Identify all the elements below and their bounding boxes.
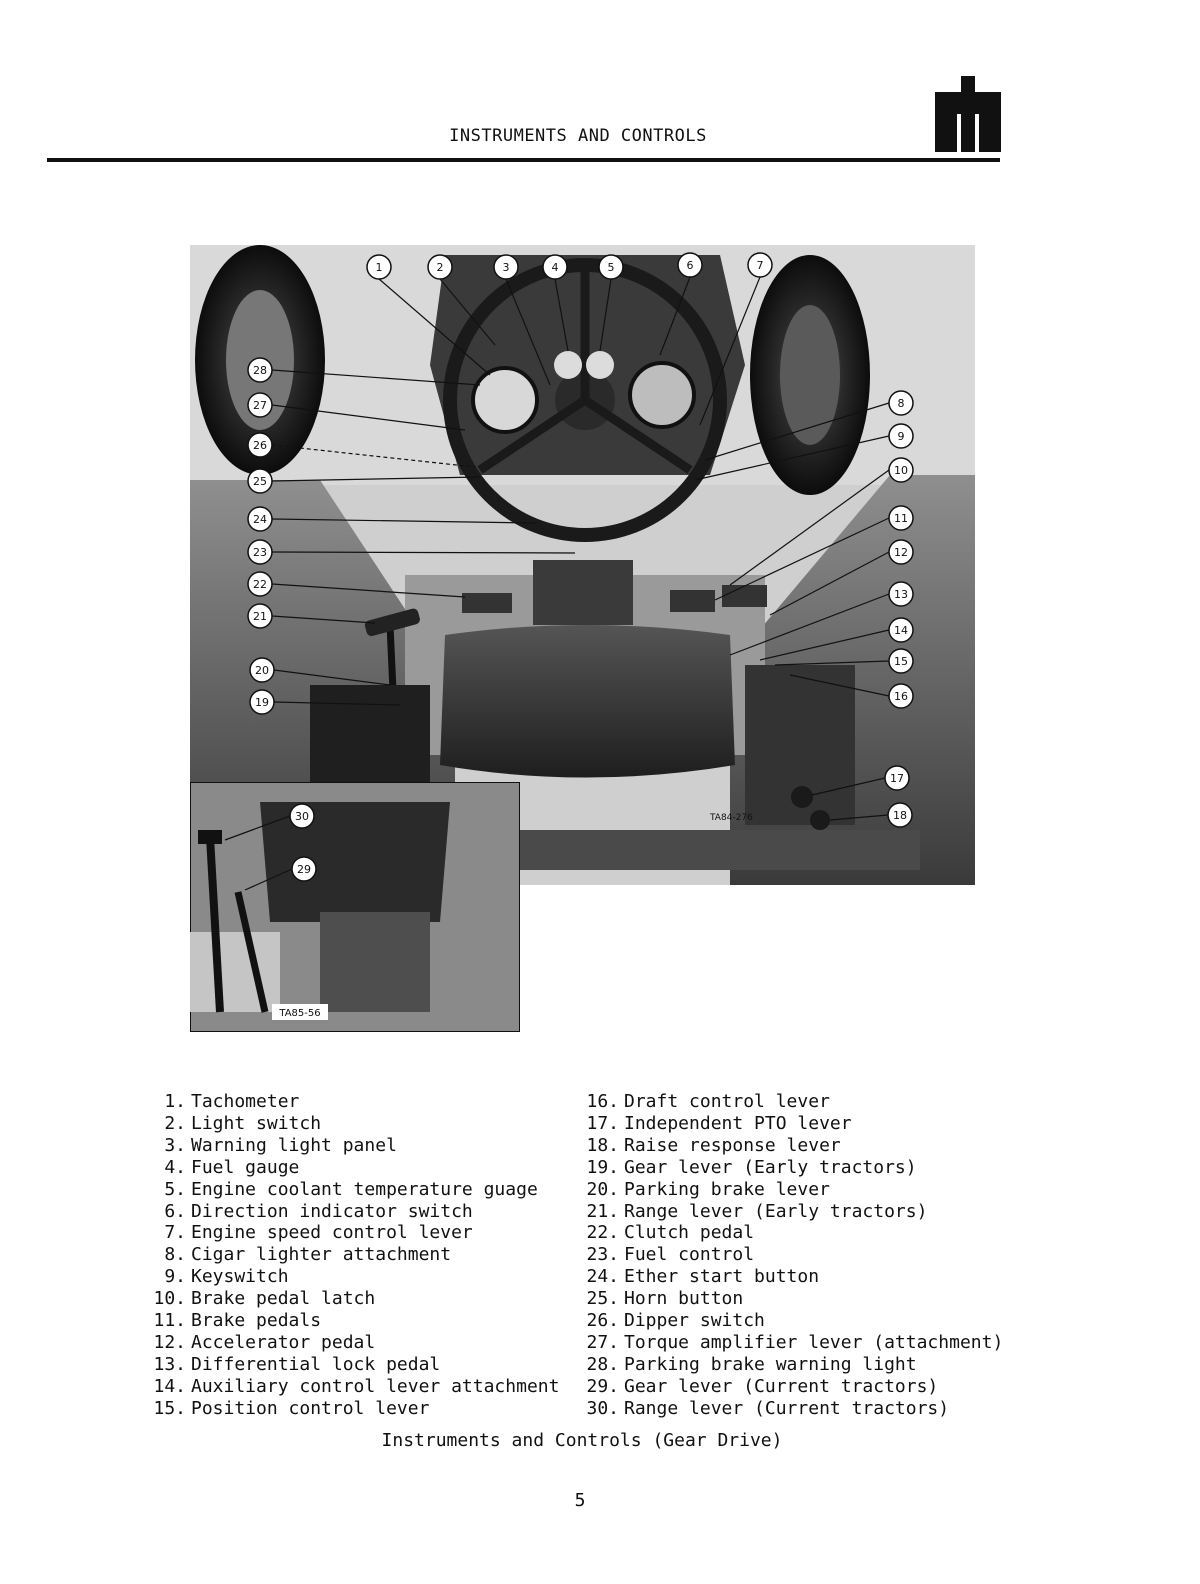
legend-item: 19. Gear lever (Early tractors) [586, 1156, 917, 1178]
callout-14 [889, 618, 913, 642]
svg-text:27: 27 [253, 399, 267, 412]
svg-text:12: 12 [894, 546, 908, 559]
legend-item: 18. Raise response lever [586, 1134, 841, 1156]
legend-item: 21. Range lever (Early tractors) [586, 1200, 928, 1222]
svg-text:20: 20 [255, 664, 269, 677]
callout-13 [889, 582, 913, 606]
legend-item: 29. Gear lever (Current tractors) [586, 1375, 939, 1397]
callout-25 [248, 469, 272, 493]
svg-text:22: 22 [253, 578, 267, 591]
svg-text:19: 19 [255, 696, 269, 709]
svg-text:15: 15 [894, 655, 908, 668]
legend-item: 26. Dipper switch [586, 1310, 765, 1332]
legend-item: 6. Direction indicator switch [164, 1200, 473, 1222]
svg-text:30: 30 [295, 810, 309, 823]
callout-23 [248, 540, 272, 564]
legend-item: 5. Engine coolant temperature guage [164, 1178, 538, 1200]
callout-10 [889, 458, 913, 482]
callout-1 [367, 255, 391, 279]
legend-item: 1. Tachometer [164, 1091, 300, 1112]
legend-item: 13. Differential lock pedal [153, 1353, 441, 1375]
callout-17 [885, 766, 909, 790]
svg-text:7: 7 [756, 259, 764, 272]
svg-text:26: 26 [253, 439, 267, 452]
legend-item: 22. Clutch pedal [586, 1222, 755, 1244]
legend-item: 14. Auxiliary control lever attachment [153, 1375, 560, 1397]
inset-photo-current-tractors [190, 782, 520, 1032]
callout-2 [428, 255, 452, 279]
callout-27 [248, 393, 272, 417]
svg-text:24: 24 [253, 513, 267, 526]
legend-item: 30. Range lever (Current tractors) [586, 1397, 950, 1419]
callout-21 [248, 604, 272, 628]
callout-30 [290, 804, 314, 828]
legend-item: 17. Independent PTO lever [586, 1112, 852, 1134]
svg-text:11: 11 [894, 512, 908, 525]
callout-16 [889, 684, 913, 708]
callout-4 [543, 255, 567, 279]
callout-15 [889, 649, 913, 673]
legend-item: 8. Cigar lighter attachment [164, 1244, 452, 1266]
callout-24 [248, 507, 272, 531]
legend-item: 25. Horn button [586, 1288, 744, 1310]
callout-29 [292, 857, 316, 881]
legend-item: 20. Parking brake lever [586, 1178, 830, 1200]
svg-text:5: 5 [607, 261, 615, 274]
page-number: 5 [574, 1490, 586, 1511]
callout-22 [248, 572, 272, 596]
callout-19 [250, 690, 274, 714]
figure-caption: Instruments and Controls (Gear Drive) [381, 1430, 783, 1451]
legend-item: 28. Parking brake warning light [586, 1353, 917, 1375]
page-header-title: INSTRUMENTS AND CONTROLS [449, 126, 707, 146]
callout-3 [494, 255, 518, 279]
svg-text:29: 29 [297, 863, 311, 876]
photo-tag-main: TA84-276 [710, 813, 753, 823]
svg-text:21: 21 [253, 610, 267, 623]
legend-right-column [579, 1091, 1003, 1420]
legend-item: 11. Brake pedals [153, 1310, 322, 1332]
legend-item: 10. Brake pedal latch [153, 1288, 376, 1310]
photo-tag-inset: TA85-56 [279, 1008, 321, 1019]
svg-text:16: 16 [894, 690, 908, 703]
svg-text:25: 25 [253, 475, 267, 488]
callout-9 [889, 424, 913, 448]
legend-item: 9. Keyswitch [164, 1266, 289, 1288]
svg-text:2: 2 [436, 261, 444, 274]
legend-item: 16. Draft control lever [586, 1091, 830, 1112]
svg-text:23: 23 [253, 546, 267, 559]
legend-left-column [138, 1091, 559, 1420]
callout-5 [599, 255, 623, 279]
svg-text:8: 8 [897, 397, 905, 410]
svg-text:1: 1 [375, 261, 383, 274]
callout-28 [248, 358, 272, 382]
legend-item: 2. Light switch [164, 1112, 322, 1134]
svg-text:13: 13 [894, 588, 908, 601]
legend-item: 12. Accelerator pedal [153, 1331, 376, 1353]
callout-26 [248, 433, 272, 457]
legend-item: 15. Position control lever [153, 1397, 430, 1419]
legend-item: 24. Ether start button [586, 1266, 820, 1288]
svg-text:9: 9 [897, 430, 905, 443]
legend-item: 23. Fuel control [586, 1244, 755, 1266]
svg-text:3: 3 [502, 261, 510, 274]
callout-11 [889, 506, 913, 530]
svg-text:28: 28 [253, 364, 267, 377]
callout-12 [889, 540, 913, 564]
callout-8 [889, 391, 913, 415]
callout-18 [888, 803, 912, 827]
legend-item: 3. Warning light panel [164, 1134, 397, 1156]
callout-20 [250, 658, 274, 682]
callout-7 [748, 253, 772, 277]
legend-item: 27. Torque amplifier lever (attachment) [586, 1331, 1004, 1353]
legend-item: 4. Fuel gauge [164, 1156, 300, 1178]
svg-text:17: 17 [890, 772, 904, 785]
svg-text:10: 10 [894, 464, 908, 477]
legend-item: 7. Engine speed control lever [164, 1222, 473, 1244]
svg-text:14: 14 [894, 624, 908, 637]
svg-text:6: 6 [686, 259, 694, 272]
svg-text:18: 18 [893, 809, 907, 822]
header-rule [47, 158, 1000, 162]
callout-6 [678, 253, 702, 277]
ih-logo [935, 76, 1001, 152]
svg-text:4: 4 [551, 261, 559, 274]
